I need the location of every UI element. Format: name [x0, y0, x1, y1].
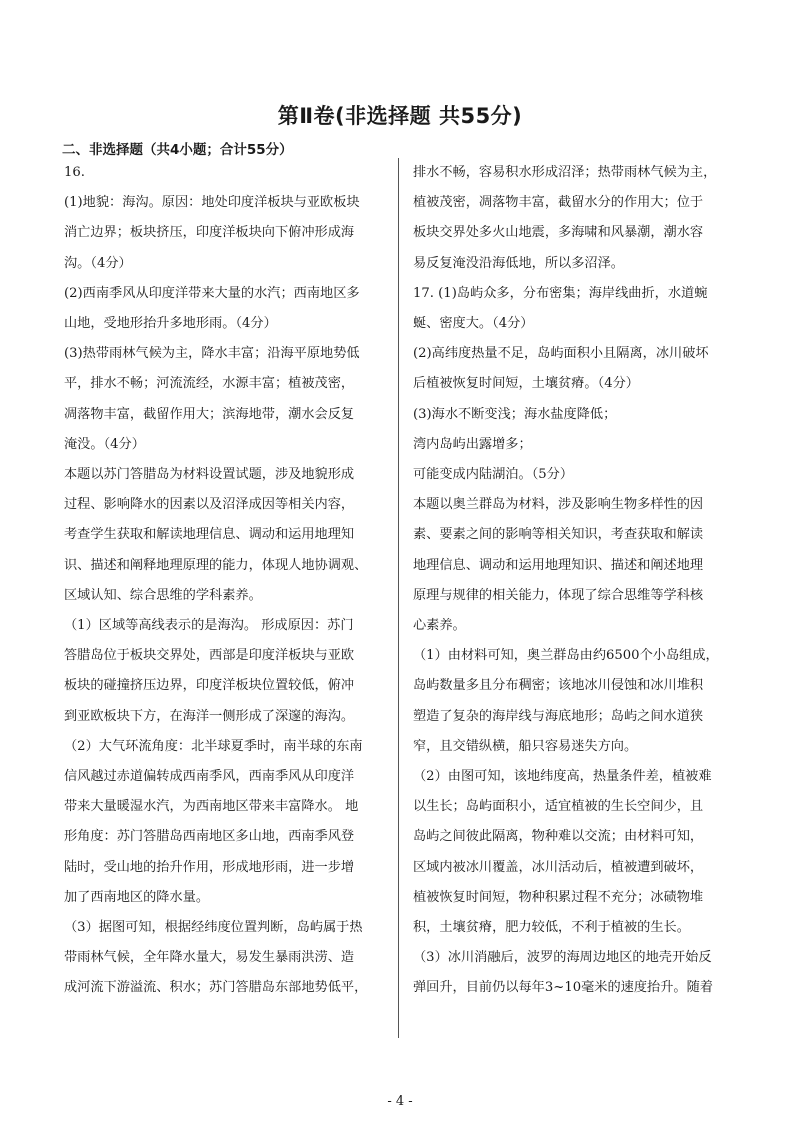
text-line: （3）据图可知，根据经纬度位置判断，岛屿属于热 [64, 920, 363, 936]
text-line: 可能变成内陆湖泊。（5分） [413, 467, 574, 483]
text-line: 山地，受地形抬升多地形雨。（4分） [64, 316, 277, 332]
text-line: 心素养。 [413, 618, 466, 634]
text-line: 带来大量暖湿水汽，为西南地区带来丰富降水。 地 [64, 799, 359, 815]
column-divider [398, 158, 399, 1038]
left-column [64, 158, 394, 1004]
text-line: 后植被恢复时间短，土壤贫瘠。（4分） [413, 376, 639, 392]
text-line: 平，排水不畅；河流流经，水源丰富；植被茂密， [64, 376, 355, 392]
text-line: 带雨林气候，全年降水量大，易发生暴雨洪涝、造 [64, 950, 355, 966]
text-line: 信风越过赤道偏转成西南季风，西南季风从印度洋 [64, 769, 355, 785]
text-line: 塑造了复杂的海岸线与海底地形；岛屿之间水道狭 [413, 708, 704, 724]
text-line: 成河流下游溢流、积水；苏门答腊岛东部地势低平， [64, 980, 368, 996]
text-line: (1)地貌：海沟。原因：地处印度洋板块与亚欧板块 [64, 195, 360, 211]
text-line: 识、描述和阐释地理原理的能力，体现人地协调观、 [64, 557, 368, 573]
text-line: （2）由图可知，该地纬度高，热量条件差，植被难 [413, 769, 712, 785]
text-line: 16. [64, 165, 85, 180]
text-line: 消亡边界；板块挤压，印度洋板块向下俯冲形成海 [64, 225, 355, 241]
text-line: 板块交界处多火山地震，多海啸和风暴潮，潮水容 [413, 225, 704, 241]
text-line: 植被恢复时间短，物种积累过程不充分；冰碛物堆 [413, 889, 704, 905]
text-line: 区域认知、综合思维的学科素养。 [64, 587, 262, 603]
text-line: 原理与规律的相关能力，体现了综合思维等学科核 [413, 587, 704, 603]
text-line: 本题以奥兰群岛为材料，涉及影响生物多样性的因 [413, 497, 704, 513]
text-line: （1）由材料可知，奥兰群岛由约6500个小岛组成， [413, 648, 719, 664]
text-line: 易反复淹没沿海低地，所以多沼泽。 [413, 255, 624, 271]
text-line: 板块的碰撞挤压边界，印度洋板块位置较低，俯冲 [64, 678, 355, 694]
text-line: 植被茂密，凋落物丰富，截留水分的作用大；位于 [413, 195, 704, 211]
text-line: 窄，且交错纵横，船只容易迷失方向。 [413, 738, 638, 754]
text-line: 陆时，受山地的抬升作用，形成地形雨，进一步增 [64, 859, 355, 875]
text-line: （2）大气环流角度：北半球夏季时，南半球的东南 [64, 738, 363, 754]
text-line: 湾内岛屿出露增多； [413, 436, 532, 452]
text-line: (3)海水不断变浅；海水盐度降低； [413, 406, 617, 422]
text-line: (2)西南季风从印度洋带来大量的水汽；西南地区多 [64, 285, 360, 301]
text-line: 沟。（4分） [64, 255, 132, 271]
text-line: (3)热带雨林气候为主，降水丰富；沿海平原地势低 [64, 346, 360, 362]
text-line: 淹没。（4分） [64, 436, 145, 452]
text-line: 弹回升，目前仍以每年3~10毫米的速度抬升。随着 [413, 980, 713, 996]
text-line: (2)高纬度热量不足，岛屿面积小且隔离，冰川破坏 [413, 346, 709, 362]
text-line: 凋落物丰富，截留作用大；滨海地带，潮水会反复 [64, 406, 355, 422]
text-line: 岛屿数量多且分布稠密；该地冰川侵蚀和冰川堆积 [413, 678, 704, 694]
text-line: 17. (1)岛屿众多，分布密集；海岸线曲折，水道蜿 [413, 285, 708, 301]
text-line: 过程、影响降水的因素以及沼泽成因等相关内容， [64, 497, 355, 513]
section-heading: 二、非选择题（共4小题；合计55分） [62, 142, 293, 158]
text-line: 加了西南地区的降水量。 [64, 889, 210, 905]
text-line: 以生长；岛屿面积小，适宜植被的生长空间少，且 [413, 799, 704, 815]
text-line: 岛屿之间彼此隔离，物种难以交流；由材料可知， [413, 829, 704, 845]
text-line: 排水不畅，容易积水形成沼泽；热带雨林气候为主， [413, 165, 717, 180]
text-line: 答腊岛位于板块交界处，西部是印度洋板块与亚欧 [64, 648, 355, 664]
text-line: 地理信息、调动和运用地理知识、描述和阐述地理 [413, 557, 704, 573]
text-line: （1）区域等高线表示的是海沟。 形成原因：苏门 [64, 618, 354, 634]
text-line: 蜒、密度大。（4分） [413, 316, 534, 332]
text-line: 形角度：苏门答腊岛西南地区多山地，西南季风登 [64, 829, 355, 845]
text-line: （3）冰川消融后，波罗的海周边地区的地壳开始反 [413, 950, 712, 966]
text-line: 积，土壤贫瘠，肥力较低，不利于植被的生长。 [413, 920, 690, 936]
text-line: 区域内被冰川覆盖，冰川活动后，植被遭到破坏， [413, 859, 704, 875]
right-column [413, 158, 741, 1004]
text-line: 本题以苏门答腊岛为材料设置试题，涉及地貌形成 [64, 467, 355, 483]
text-line: 考查学生获取和解读地理信息、调动和运用地理知 [64, 527, 355, 543]
text-line: 素、要素之间的影响等相关知识，考查获取和解读 [413, 527, 704, 543]
page-title: 第Ⅱ卷(非选择题 共55分) [277, 104, 523, 128]
page-number: - 4 - [387, 1094, 413, 1109]
text-line: 到亚欧板块下方，在海洋一侧形成了深邃的海沟。 [64, 708, 355, 724]
